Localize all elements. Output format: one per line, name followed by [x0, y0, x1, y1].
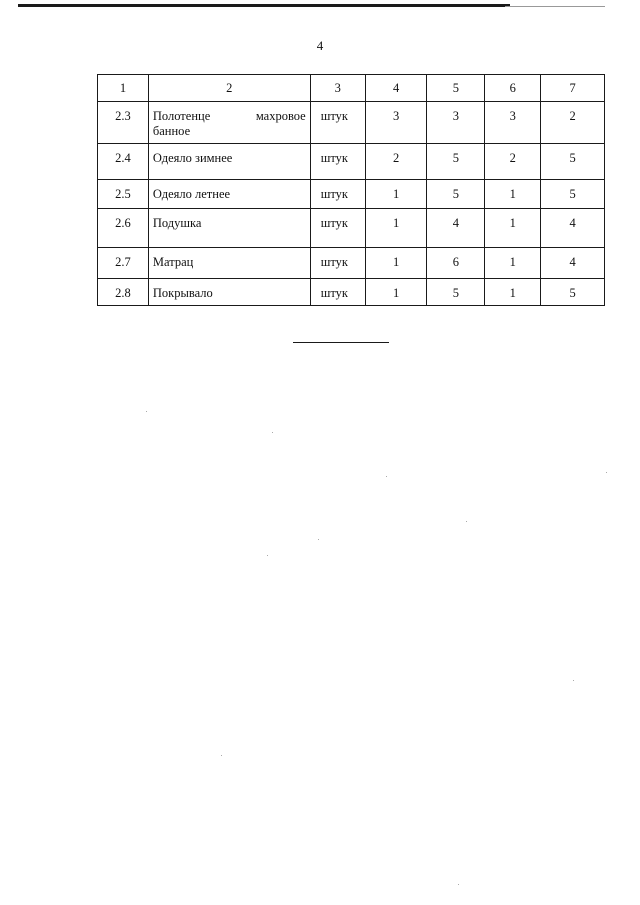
header-cell-6: 6: [485, 75, 541, 102]
value-7: 4: [569, 255, 576, 269]
unit: штук: [320, 187, 348, 201]
unit: штук: [320, 216, 348, 230]
value-cell-6: [485, 144, 541, 180]
table-row: [98, 180, 605, 209]
row-number: 2.6: [115, 216, 131, 230]
item-name-cell: [148, 209, 310, 248]
value-6: 1: [509, 255, 516, 269]
item-name-word-1: Полотенце: [152, 109, 211, 123]
table-row: [98, 248, 605, 279]
scan-speck: [386, 476, 387, 477]
value-6: 1: [509, 187, 516, 201]
value-cell-5: [427, 209, 485, 248]
unit-cell: [310, 279, 365, 306]
item-name-cell: [148, 144, 310, 180]
row-number: 2.3: [115, 109, 131, 123]
value-5: 5: [452, 151, 459, 165]
value-4: 1: [392, 255, 400, 269]
scan-speck: [267, 555, 268, 556]
scan-top-border: [18, 4, 510, 7]
value-5: 4: [452, 216, 459, 230]
value-7: 4: [569, 216, 576, 230]
scan-speck: [318, 539, 319, 540]
unit: штук: [320, 151, 348, 165]
row-number: 2.5: [115, 187, 131, 201]
value-cell-7: [541, 144, 605, 180]
value-cell-6: [485, 102, 541, 144]
value-cell-5: [427, 144, 485, 180]
value-7: 5: [569, 151, 576, 165]
value-cell-7: [541, 209, 605, 248]
value-cell-4: [365, 279, 427, 306]
value-cell-4: [365, 180, 427, 209]
value-cell-6: [485, 279, 541, 306]
item-name: [149, 102, 310, 139]
scan-speck: [606, 472, 607, 473]
value-cell-4: [365, 102, 427, 144]
value-4: 2: [392, 151, 400, 165]
unit-cell: [310, 144, 365, 180]
value-cell-5: [427, 248, 485, 279]
value-cell-6: [485, 209, 541, 248]
unit: штук: [320, 286, 348, 300]
table-row: [98, 144, 605, 180]
row-number-cell: [98, 180, 149, 209]
value-5: 5: [452, 286, 459, 300]
value-7: 5: [569, 286, 576, 300]
item-name-cell: [148, 102, 310, 144]
row-number: 2.8: [115, 286, 131, 300]
row-number-cell: [98, 248, 149, 279]
scan-speck: [573, 680, 574, 681]
header-cell-3: 3: [310, 75, 365, 102]
item-name-cell: [148, 279, 310, 306]
header-cell-1: 1: [98, 75, 149, 102]
value-6: 1: [509, 286, 516, 300]
item-name-line-2: банное: [152, 124, 191, 138]
unit-cell: [310, 180, 365, 209]
value-6: 3: [509, 109, 516, 123]
value-cell-7: [541, 180, 605, 209]
scan-speck: [466, 521, 467, 522]
header-cell-7: 7: [541, 75, 605, 102]
scan-speck: [221, 755, 222, 756]
page-number: 4: [316, 38, 324, 53]
value-6: 1: [509, 216, 516, 230]
table-header-row: [98, 75, 605, 102]
item-name-cell: [148, 180, 310, 209]
value-cell-4: [365, 144, 427, 180]
value-5: 5: [452, 187, 459, 201]
item-name: Одеяло зимнее: [152, 151, 233, 165]
row-number-cell: [98, 279, 149, 306]
item-name-line-1: [153, 109, 306, 124]
unit: штук: [320, 109, 348, 123]
value-cell-7: [541, 248, 605, 279]
table-row: [98, 102, 605, 144]
value-7: 5: [569, 187, 576, 201]
item-name: Покрывало: [152, 286, 213, 300]
item-name: Одеяло летнее: [152, 187, 231, 201]
item-name-word-2: махровое: [255, 109, 306, 123]
item-name: Подушка: [152, 216, 202, 230]
value-cell-5: [427, 279, 485, 306]
value-4: 1: [392, 286, 400, 300]
value-5: 3: [452, 109, 459, 123]
unit-cell: [310, 102, 365, 144]
scan-top-border-tail: [505, 6, 605, 7]
item-name-cell: [148, 248, 310, 279]
value-7: 2: [569, 109, 576, 123]
value-4: 3: [392, 109, 400, 123]
value-4: 1: [392, 216, 400, 230]
row-number-cell: [98, 144, 149, 180]
header-cell-4: 4: [365, 75, 427, 102]
row-number: 2.4: [115, 151, 131, 165]
value-6: 2: [509, 151, 516, 165]
value-cell-6: [485, 248, 541, 279]
row-number-cell: [98, 209, 149, 248]
unit: штук: [320, 255, 348, 269]
value-cell-5: [427, 102, 485, 144]
value-cell-4: [365, 248, 427, 279]
end-of-document-rule: [293, 342, 389, 343]
value-4: 1: [392, 187, 400, 201]
unit-cell: [310, 248, 365, 279]
table-row: [98, 279, 605, 306]
value-cell-6: [485, 180, 541, 209]
value-cell-7: [541, 279, 605, 306]
scan-speck: [458, 884, 459, 885]
items-table: [97, 74, 605, 306]
unit-cell: [310, 209, 365, 248]
row-number-cell: [98, 102, 149, 144]
value-cell-5: [427, 180, 485, 209]
value-cell-4: [365, 209, 427, 248]
scan-speck: [272, 432, 273, 433]
value-5: 6: [452, 255, 459, 269]
item-name: Матрац: [152, 255, 194, 269]
header-cell-2: 2: [148, 75, 310, 102]
row-number: 2.7: [115, 255, 131, 269]
header-cell-5: 5: [427, 75, 485, 102]
table-row: [98, 209, 605, 248]
value-cell-7: [541, 102, 605, 144]
scan-speck: [146, 411, 147, 412]
